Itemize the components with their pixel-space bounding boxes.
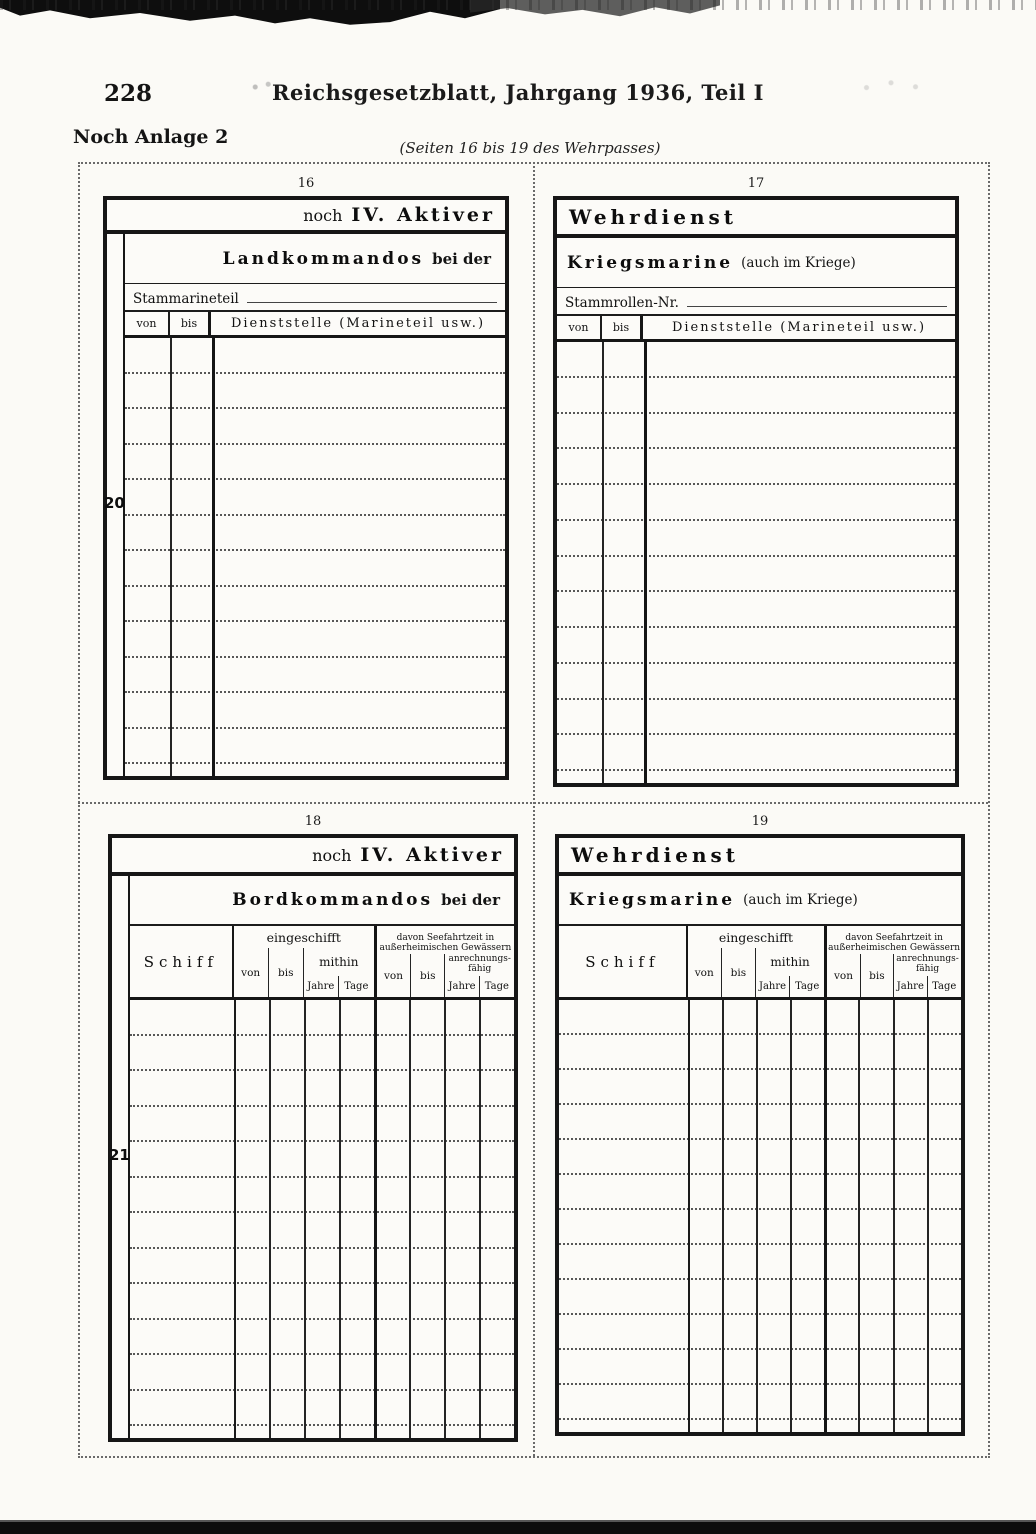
ruled-row bbox=[125, 729, 505, 765]
column-line bbox=[479, 1000, 481, 1438]
column-line bbox=[339, 1000, 341, 1438]
form18-col-jahre2: Jahre bbox=[445, 976, 479, 997]
column-line bbox=[212, 338, 215, 776]
column-line bbox=[858, 1000, 860, 1432]
column-line bbox=[688, 1000, 690, 1432]
form-page-19 bbox=[555, 834, 965, 1436]
form17-subheader-title: Kriegsmarine bbox=[567, 252, 734, 273]
form16-column-header bbox=[125, 312, 505, 338]
column-line bbox=[602, 342, 604, 783]
form19-group-mithin bbox=[756, 948, 824, 997]
wehrpass-page-number-17: 17 bbox=[747, 176, 765, 191]
form19-seefahrtzeit-line2: außerheimischen Gewässern bbox=[828, 942, 961, 953]
column-line bbox=[234, 1000, 236, 1438]
form19-table-body bbox=[559, 1000, 961, 1432]
ruled-row bbox=[559, 1315, 961, 1350]
form18-col-bis: bis bbox=[269, 948, 304, 997]
ruled-row bbox=[125, 516, 505, 552]
ruled-row bbox=[559, 1350, 961, 1385]
form19-col-schiff: Schiff bbox=[559, 926, 688, 997]
column-line bbox=[170, 338, 172, 776]
form19-col-von: von bbox=[688, 948, 722, 997]
form19-header-title: Wehrdienst bbox=[571, 843, 739, 867]
column-line bbox=[824, 1000, 827, 1432]
ruled-row bbox=[557, 342, 955, 378]
form18-group-anrechnung-label bbox=[445, 954, 514, 976]
wehrpass-page-number-19: 19 bbox=[751, 814, 769, 829]
ruled-row bbox=[559, 1210, 961, 1245]
form19-group-eingeschifft-label: eingeschifft bbox=[718, 929, 794, 945]
form16-field-label: Stammarineteil bbox=[133, 291, 239, 307]
wehrpass-page-number-18: 18 bbox=[304, 814, 322, 829]
ruled-row bbox=[559, 1000, 961, 1035]
ruled-row bbox=[125, 480, 505, 516]
form18-header-prefix: noch bbox=[312, 845, 352, 865]
column-line bbox=[269, 1000, 271, 1438]
form18-header-band bbox=[112, 838, 514, 876]
ruled-row bbox=[559, 1245, 961, 1280]
ruled-row bbox=[557, 557, 955, 593]
ruled-row bbox=[130, 1391, 514, 1427]
ruled-row bbox=[125, 374, 505, 410]
form18-seefahrtzeit-line1: davon Seefahrtzeit in bbox=[396, 932, 495, 943]
form16-subheader-suffix: bei der bbox=[432, 249, 491, 268]
form18-col-bis2: bis bbox=[411, 954, 445, 997]
form17-col-bis: bis bbox=[602, 316, 643, 339]
ruled-row bbox=[130, 1071, 514, 1107]
form18-col-von2: von bbox=[377, 954, 411, 997]
form18-seefahrtzeit-line2: außerheimischen Gewässern bbox=[379, 942, 512, 953]
form18-ruled-rows bbox=[130, 1000, 514, 1438]
column-line bbox=[722, 1000, 724, 1432]
form18-margin-strip bbox=[109, 876, 130, 1438]
scan-artifact-bottom-bar bbox=[0, 1520, 1036, 1534]
form19-subheader-title: Kriegsmarine bbox=[569, 890, 736, 910]
ruled-row bbox=[125, 409, 505, 445]
form16-field-fill-line bbox=[247, 302, 497, 303]
form19-ruled-rows bbox=[559, 1000, 961, 1432]
form-page-18 bbox=[108, 834, 518, 1442]
cut-frame-vertical-divider bbox=[533, 162, 535, 1456]
ruled-row bbox=[557, 449, 955, 485]
ruled-row bbox=[130, 1178, 514, 1214]
form17-table-body bbox=[557, 342, 955, 783]
form19-col-tage2: Tage bbox=[932, 981, 957, 992]
form19-group-seefahrtzeit bbox=[824, 926, 961, 997]
form17-field-row bbox=[557, 288, 955, 316]
ruled-row bbox=[130, 1142, 514, 1178]
form18-anrechnung-line1: anrechnungs- bbox=[448, 954, 511, 965]
ruled-row bbox=[130, 1249, 514, 1285]
form18-col-tage2: Tage bbox=[484, 981, 509, 992]
form18-subheader-title: Bordkommandos bbox=[232, 890, 434, 910]
ruled-row bbox=[130, 1036, 514, 1072]
form18-header-title: IV. Aktiver bbox=[360, 844, 504, 866]
ruled-row bbox=[125, 693, 505, 729]
wehrpass-page-number-16: 16 bbox=[297, 176, 315, 191]
form17-field-fill-line bbox=[687, 306, 947, 307]
form18-group-eingeschifft bbox=[234, 926, 374, 997]
ruled-row bbox=[559, 1140, 961, 1175]
column-line bbox=[374, 1000, 377, 1438]
form19-anrechnung-line2: fähig bbox=[915, 964, 940, 974]
form16-subheader-title: Landkommandos bbox=[222, 248, 425, 269]
ruled-row bbox=[557, 735, 955, 771]
ruled-row bbox=[557, 700, 955, 736]
ruled-row bbox=[125, 622, 505, 658]
ruled-row bbox=[559, 1070, 961, 1105]
ruled-row bbox=[557, 592, 955, 628]
ruled-row bbox=[559, 1035, 961, 1070]
journal-title: Reichsgesetzblatt, Jahrgang 1936, Teil I bbox=[272, 80, 764, 105]
ruled-row bbox=[130, 1284, 514, 1320]
ruled-row bbox=[125, 658, 505, 694]
form16-ruled-rows bbox=[125, 338, 505, 776]
column-line bbox=[444, 1000, 446, 1438]
form17-header-title: Wehrdienst bbox=[569, 205, 737, 229]
ruled-row bbox=[557, 521, 955, 557]
form-page-17 bbox=[553, 196, 959, 787]
form17-subheader-suffix: (auch im Kriege) bbox=[741, 254, 856, 271]
form19-col-jahre: Jahre bbox=[756, 976, 790, 997]
form18-margin-number: 21 bbox=[109, 1145, 130, 1164]
form16-col-bis: bis bbox=[170, 312, 211, 335]
form19-group-mithin-label: mithin bbox=[770, 955, 810, 969]
column-line bbox=[409, 1000, 411, 1438]
form18-group-seefahrtzeit-label bbox=[377, 926, 514, 954]
form18-group-eingeschifft-label: eingeschifft bbox=[266, 929, 341, 945]
form17-ruled-rows bbox=[557, 342, 955, 783]
form16-col-von: von bbox=[125, 312, 170, 335]
ruled-row bbox=[125, 587, 505, 623]
form16-header-prefix: noch bbox=[303, 205, 343, 225]
ruled-row bbox=[557, 485, 955, 521]
ruled-row bbox=[557, 378, 955, 414]
form17-col-von: von bbox=[557, 316, 602, 339]
form16-field-row bbox=[125, 284, 505, 312]
form19-group-anrechnung-label bbox=[894, 954, 961, 976]
form18-col-von: von bbox=[234, 948, 269, 997]
form18-col-jahre: Jahre bbox=[304, 976, 339, 997]
form16-col-dienststelle: Dienststelle (Marineteil usw.) bbox=[230, 316, 486, 331]
scan-artifact-speckle bbox=[0, 0, 1036, 10]
ruled-row bbox=[559, 1385, 961, 1420]
ruled-row bbox=[559, 1105, 961, 1140]
form19-seefahrtzeit-line1: davon Seefahrtzeit in bbox=[845, 932, 943, 943]
form18-group-mithin bbox=[304, 948, 374, 997]
form19-subheader bbox=[559, 876, 961, 926]
column-line bbox=[304, 1000, 306, 1438]
ruled-row bbox=[125, 445, 505, 481]
form19-col-jahre2: Jahre bbox=[894, 976, 927, 997]
form16-header-title: IV. Aktiver bbox=[351, 204, 495, 226]
ruled-row bbox=[557, 664, 955, 700]
form19-subheader-suffix: (auch im Kriege) bbox=[743, 892, 858, 908]
form18-group-seefahrtzeit bbox=[374, 926, 514, 997]
ruled-row bbox=[130, 1107, 514, 1143]
form16-table-body bbox=[125, 338, 505, 776]
form19-anrechnung-line1: anrechnungs- bbox=[896, 954, 959, 965]
column-line bbox=[756, 1000, 758, 1432]
form19-group-eingeschifft bbox=[688, 926, 825, 997]
ruled-row bbox=[125, 338, 505, 374]
ruled-row bbox=[130, 1213, 514, 1249]
cut-frame-horizontal-divider bbox=[78, 802, 988, 804]
form18-group-anrechnung bbox=[445, 954, 514, 997]
form19-column-header bbox=[559, 926, 961, 1000]
form17-field-label: Stammrollen-Nr. bbox=[565, 295, 679, 311]
form19-group-anrechnung bbox=[894, 954, 961, 997]
form19-col-von2: von bbox=[827, 954, 860, 997]
ruled-row bbox=[559, 1280, 961, 1315]
form18-subheader-suffix: bei der bbox=[441, 891, 500, 909]
ruled-row bbox=[559, 1175, 961, 1210]
form18-anrechnung-line2: fähig bbox=[468, 964, 492, 974]
ruled-row bbox=[130, 1000, 514, 1036]
form17-col-dienststelle: Dienststelle (Marineteil usw.) bbox=[671, 320, 927, 335]
form16-margin-number: 20 bbox=[104, 494, 125, 513]
column-line bbox=[893, 1000, 895, 1432]
column-line bbox=[644, 342, 647, 783]
form19-col-bis2: bis bbox=[861, 954, 894, 997]
pages-note: (Seiten 16 bis 19 des Wehrpasses) bbox=[399, 139, 661, 157]
form18-group-mithin-label: mithin bbox=[319, 955, 359, 969]
form-page-16 bbox=[103, 196, 509, 780]
form19-group-seefahrtzeit-label bbox=[827, 926, 961, 954]
ruled-row bbox=[130, 1355, 514, 1391]
form16-header-band bbox=[107, 200, 505, 234]
folio-number: 228 bbox=[104, 80, 153, 107]
column-line bbox=[790, 1000, 792, 1432]
form18-col-tage: Tage bbox=[344, 981, 369, 992]
form19-header-band bbox=[559, 838, 961, 876]
ruled-row bbox=[557, 414, 955, 450]
ruled-row bbox=[557, 628, 955, 664]
form16-subheader bbox=[125, 234, 505, 284]
form17-subheader bbox=[557, 238, 955, 288]
ruled-row bbox=[125, 551, 505, 587]
form19-col-tage: Tage bbox=[795, 981, 820, 992]
form17-header-band bbox=[557, 200, 955, 238]
form18-column-header bbox=[130, 926, 514, 1000]
form17-column-header bbox=[557, 316, 955, 342]
ruled-row bbox=[130, 1320, 514, 1356]
form18-subheader bbox=[130, 876, 514, 926]
form16-margin-strip bbox=[104, 234, 125, 776]
annex-label: Noch Anlage 2 bbox=[73, 126, 229, 148]
form18-table-body bbox=[130, 1000, 514, 1438]
form18-col-schiff: Schiff bbox=[130, 926, 234, 997]
form19-col-bis: bis bbox=[722, 948, 756, 997]
column-line bbox=[927, 1000, 929, 1432]
scan-smudge bbox=[856, 78, 926, 94]
